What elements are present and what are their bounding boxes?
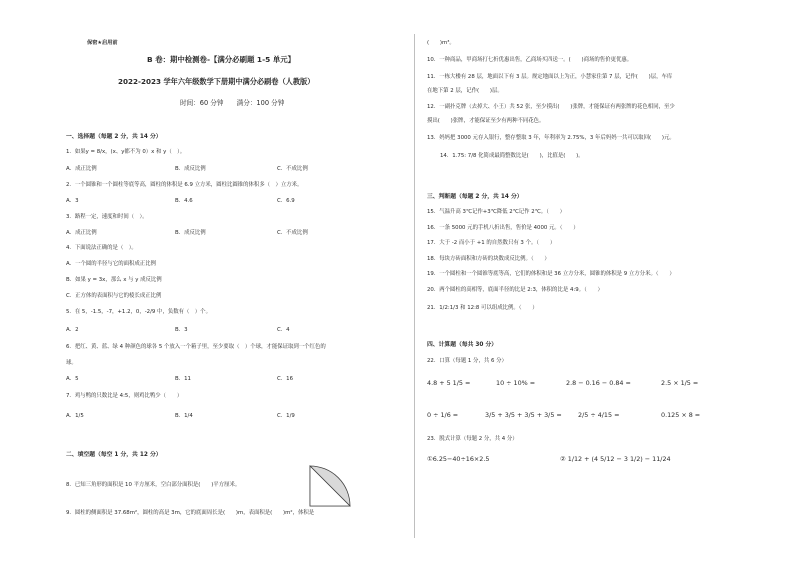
question-8: 8．已知三角形的面积是 10 平方厘米，空白部分面积是( )平方厘米。 [66, 482, 241, 488]
page-title: 2022-2023 学年六年级数学下册期中满分必刷卷（人教版） [118, 77, 315, 86]
q7-option-c: C．1/9 [277, 413, 295, 419]
section-judge: 三、判断题（每题 2 分，共 14 分） [427, 194, 523, 200]
question-22: 22．口算（每题 1 分，共 6 分） [427, 358, 507, 364]
calc-7: 2/5 ÷ 4/15 = [578, 411, 620, 419]
title-b: B 卷：期中检测卷-【满分必刷题 1-5 单元】 [147, 55, 296, 64]
question-1: 1．如果y = 8/x，(x、y都不为 0）x 和 y（ ）。 [66, 149, 186, 155]
question-11-cont: 在地下第 2 层，记作( )层。 [427, 88, 503, 94]
question-7: 7．鸡与鸭的只数比是 4:5，则鸡比鸭少（ ） [66, 393, 183, 399]
q2-option-a: A．3 [66, 198, 79, 204]
q6-option-a: A．5 [66, 376, 79, 382]
question-3: 3．路程一定，速度和时间（ ）。 [66, 214, 148, 220]
question-12: 12．一副扑克牌（去掉大、小王）共 52 张，至少摸出( )张牌，才能保证有两张牌的花色相同，至少 [427, 104, 675, 110]
question-11: 11．一栋大楼有 28 层，地面以下有 3 层。规定地面以上为正，小慧家住第 7 层，记作( )层，车库 [427, 74, 673, 80]
question-6-cont: 球。 [66, 360, 77, 366]
question-6: 6．把红、黄、蓝、绿 4 种颜色的球各 5 个放入一个箱子里，至少要取（ ）个球，才能保证取到一个红色的 [66, 344, 326, 350]
question-20: 20．两个圆柱的高相等，底面半径的比是 2:3，体积的比是 4:9。（ ） [427, 287, 603, 293]
q1-option-b: B．成反比例 [175, 166, 206, 172]
calc-8: 0.125 × 8 = [661, 411, 701, 419]
q4-option-a: A．一个圆的半径与它的面积成正比例 [66, 261, 156, 267]
q5-option-b: B．3 [175, 327, 188, 333]
question-13: 13．妈妈把 3000 元存入银行，整存整取 3 年，年利率为 2.75%，3 年后妈妈一共可以取回( )元。 [427, 135, 675, 141]
secret-label: 保密★启用前 [87, 40, 118, 46]
q6-option-c: C．16 [277, 376, 294, 382]
question-17: 17．大于 -2 而小于 +1 的自然数只有 3 个。（ ） [427, 240, 556, 246]
q23-part-a: ①6.25−40÷16×2.5 [427, 455, 490, 463]
calc-3: 2.8 − 0.16 − 0.84 = [566, 379, 631, 387]
calc-5: 0 ÷ 1/6 = [427, 411, 459, 419]
section-fill: 二、填空题（每空 1 分，共 12 分） [66, 452, 162, 458]
calc-1: 4.8 + 5 1/5 = [427, 379, 471, 387]
question-18: 18．每块方砖面积和方砖的块数成反比例。（ ） [427, 256, 550, 262]
q23-part-b: ② 1/12 + (4 5/12 − 3 1/2) − 11/24 [560, 455, 671, 463]
calc-6: 3/5 + 3/5 + 3/5 + 3/5 = [485, 411, 562, 419]
q4-option-b: B．如果 y = 3x，那么 x 与 y 成反比例 [66, 277, 162, 283]
question-5: 5．在 5，-1.5，-7，+1.2，0，-2/9 中，负数有（ ）个。 [66, 309, 211, 315]
question-4: 4．下面说法正确的是（ ）。 [66, 245, 137, 251]
section-calc: 四、计算题（每共 30 分） [427, 342, 498, 348]
question-9-cont: ( )m³。 [427, 40, 455, 46]
time-score: 时间：60 分钟 满分：100 分钟 [180, 99, 285, 107]
q6-option-b: B．11 [175, 376, 191, 382]
q2-option-b: B．4.6 [175, 198, 193, 204]
q2-option-c: C．6.9 [277, 198, 295, 204]
q3-option-c: C．不成比例 [277, 230, 308, 236]
q3-option-b: B．成反比例 [175, 230, 206, 236]
q5-option-a: A．2 [66, 327, 79, 333]
question-19: 19．一个圆柱和一个圆锥等底等高，它们的体积和是 36 立方分米，圆锥的体积是 9 立方分米。（ ） [427, 271, 675, 277]
column-divider [414, 34, 415, 538]
q3-option-a: A．成正比例 [66, 230, 97, 236]
question-23: 23．脱式计算（每题 2 分，共 4 分） [427, 436, 518, 442]
calc-2: 10 ÷ 10% = [496, 379, 536, 387]
calc-4: 2.5 × 1/5 = [661, 379, 699, 387]
q1-option-a: A．成正比例 [66, 166, 97, 172]
sector-figure [308, 464, 354, 508]
section-choice: 一、选择题（每题 2 分，共 14 分） [66, 134, 162, 140]
q4-option-c: C．正方体的表面积与它的棱长成正比例 [66, 293, 162, 299]
question-10: 10．一种商品，甲商场打七折优惠出售，乙商场买四送一。( )商场的售价更优惠。 [427, 57, 633, 63]
q7-option-b: B．1/4 [175, 413, 193, 419]
q7-option-a: A．1/5 [66, 413, 84, 419]
question-14: 14．1.75: 7/8 化简成最简整数比是( )，比值是( )。 [440, 153, 584, 159]
question-21: 21．1/2:1/3 和 12:8 可以组成比例。（ ） [427, 305, 538, 311]
question-2: 2．一个圆锥和一个圆柱等底等高，圆柱的体积是 6.9 立方米，圆柱比圆锥的体积多（ ）立方米。 [66, 182, 303, 188]
q5-option-c: C．4 [277, 327, 290, 333]
question-16: 16．一条 5000 元的手机八折出售，售价是 4000 元。（ ） [427, 225, 579, 231]
question-12-cont: 摸出( )张牌，才能保证至少有两种不同花色。 [427, 118, 545, 124]
question-15: 15．气温升高 3℃记作+3℃降低 2℃记作 2℃。（ ） [427, 209, 566, 215]
question-9: 9．圆柱的侧面积是 37.68m²，圆柱的高是 3m，它的底面周长是( )m，表面积是( )m²，体积是 [66, 510, 315, 516]
q1-option-c: C．不成比例 [277, 166, 308, 172]
